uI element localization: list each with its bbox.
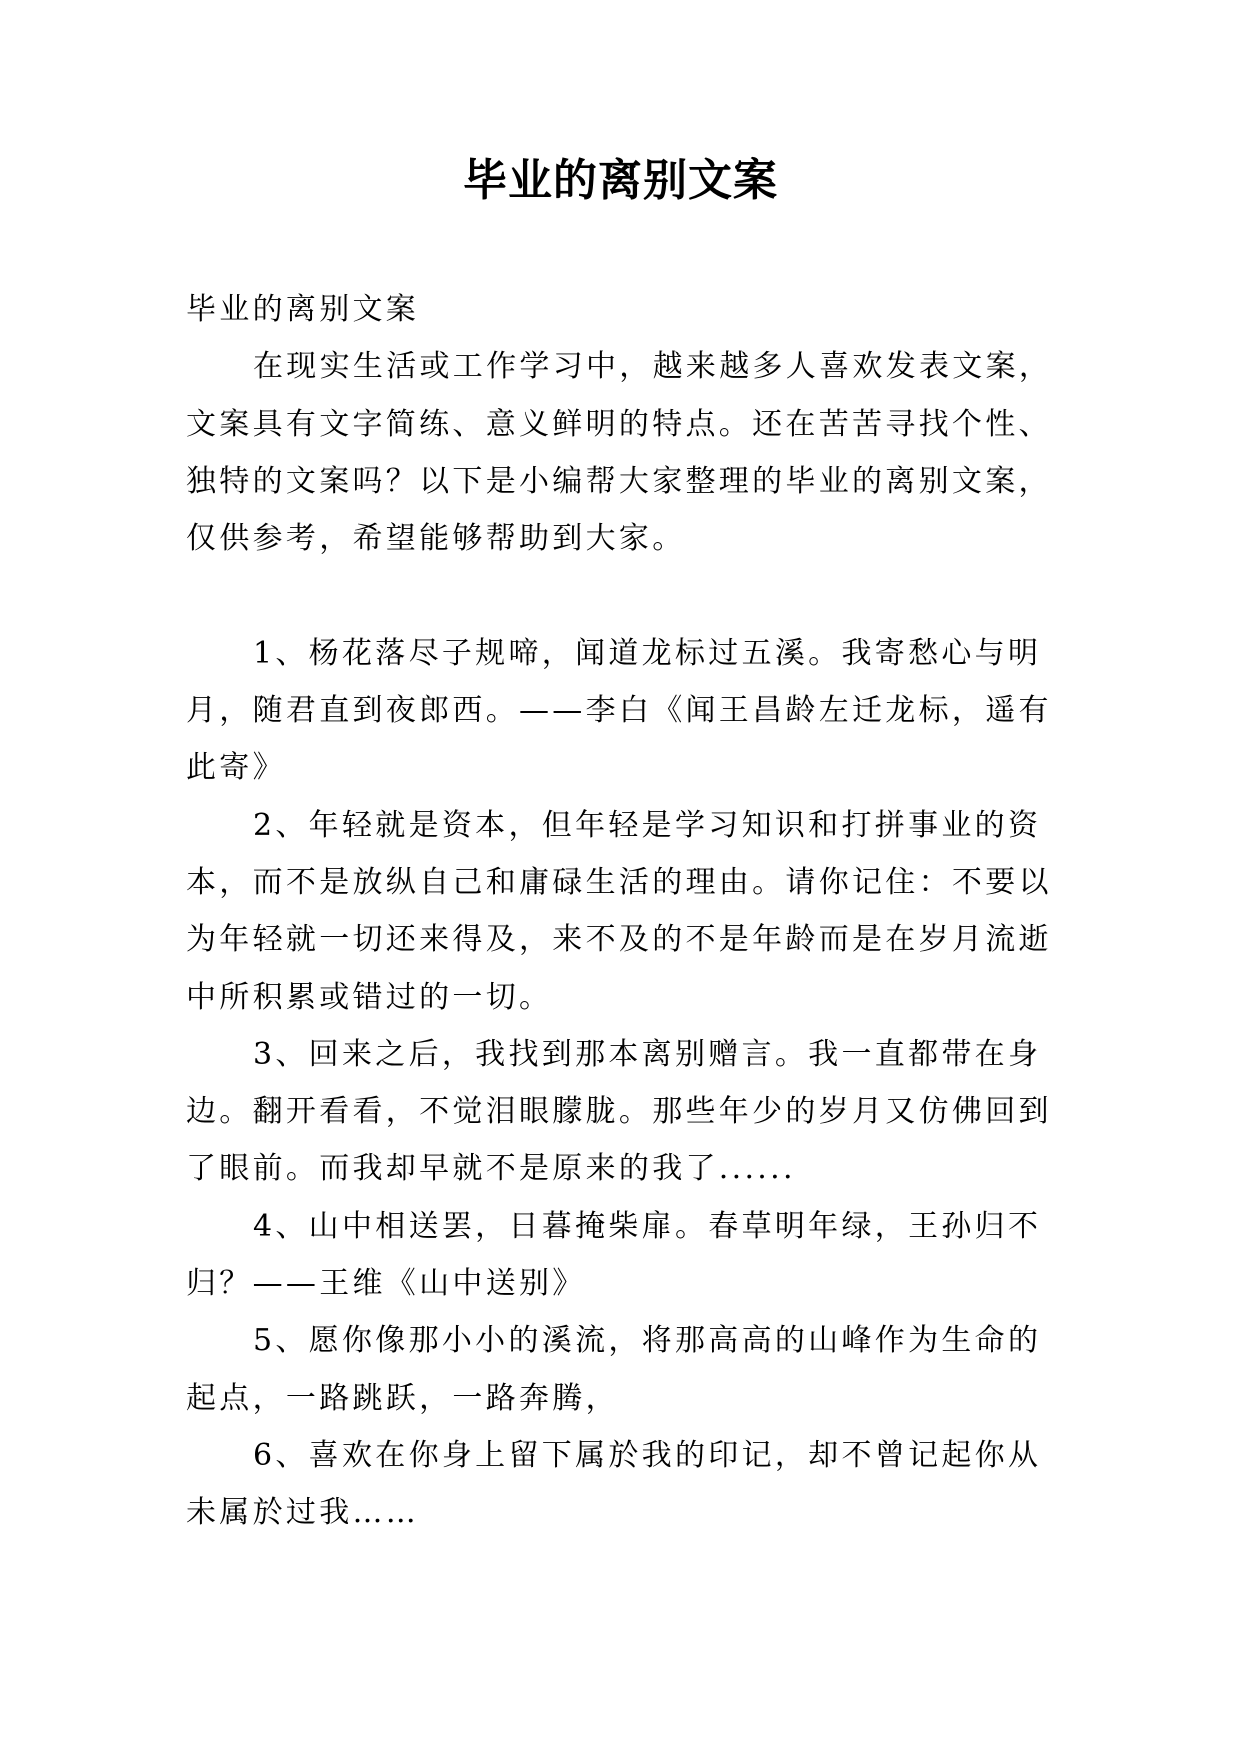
paragraph-line: 起点，一路跳跃，一路奔腾， bbox=[186, 1380, 619, 1416]
quote-item-3 bbox=[186, 1026, 1066, 1198]
paragraph-line: 月，随君直到夜郎西。——李白《闻王昌龄左迁龙标，遥有 bbox=[186, 693, 1052, 729]
quote-item-1 bbox=[186, 625, 1066, 797]
quote-item-5 bbox=[186, 1312, 1066, 1427]
body-heading: 毕业的离别文案 bbox=[186, 292, 420, 327]
paragraph-line: 本，而不是放纵自己和庸碌生活的理由。请你记住：不要以 bbox=[186, 864, 1052, 900]
paragraph-line: 3、回来之后，我找到那本离别赠言。我一直都带在身 bbox=[253, 1036, 1042, 1072]
paragraph-line: 6、喜欢在你身上留下属於我的印记，却不曾记起你从 bbox=[253, 1437, 1042, 1473]
paragraph-line: 文案具有文字简练、意义鲜明的特点。还在苦苦寻找个性、 bbox=[186, 406, 1052, 442]
paragraph-line: 为年轻就一切还来得及，来不及的不是年龄而是在岁月流逝 bbox=[186, 922, 1052, 958]
paragraph-line: 中所积累或错过的一切。 bbox=[186, 979, 553, 1015]
intro-paragraph bbox=[186, 338, 1066, 567]
paragraph-line: 1、杨花落尽子规啼，闻道龙标过五溪。我寄愁心与明 bbox=[253, 635, 1042, 671]
paragraph-line: 了眼前。而我却早就不是原来的我了...... bbox=[186, 1151, 796, 1187]
paragraph-line: 2、年轻就是资本，但年轻是学习知识和打拼事业的资 bbox=[253, 807, 1042, 843]
paragraph-line: 独特的文案吗？以下是小编帮大家整理的毕业的离别文案， bbox=[186, 463, 1052, 499]
paragraph-line: 此寄》 bbox=[186, 750, 286, 786]
paragraph-line: 边。翻开看看，不觉泪眼朦胧。那些年少的岁月又仿佛回到 bbox=[186, 1094, 1052, 1130]
paragraph-line: 归？——王维《山中送别》 bbox=[186, 1266, 586, 1302]
quote-item-4 bbox=[186, 1198, 1066, 1313]
paragraph-line: 5、愿你像那小小的溪流，将那高高的山峰作为生命的 bbox=[253, 1323, 1042, 1359]
paragraph-line: 4、山中相送罢，日暮掩柴扉。春草明年绿，王孙归不 bbox=[253, 1208, 1042, 1244]
document-body bbox=[186, 281, 1066, 1542]
quote-item-2 bbox=[186, 797, 1066, 1026]
paragraph-line: 在现实生活或工作学习中，越来越多人喜欢发表文案， bbox=[253, 349, 1053, 385]
paragraph-line: 仅供参考，希望能够帮助到大家。 bbox=[186, 521, 686, 557]
blank-line bbox=[186, 567, 1066, 624]
document-title: 毕业的离别文案 bbox=[463, 155, 778, 206]
paragraph-line: 未属於过我…… bbox=[186, 1495, 420, 1531]
quote-item-6 bbox=[186, 1427, 1066, 1542]
